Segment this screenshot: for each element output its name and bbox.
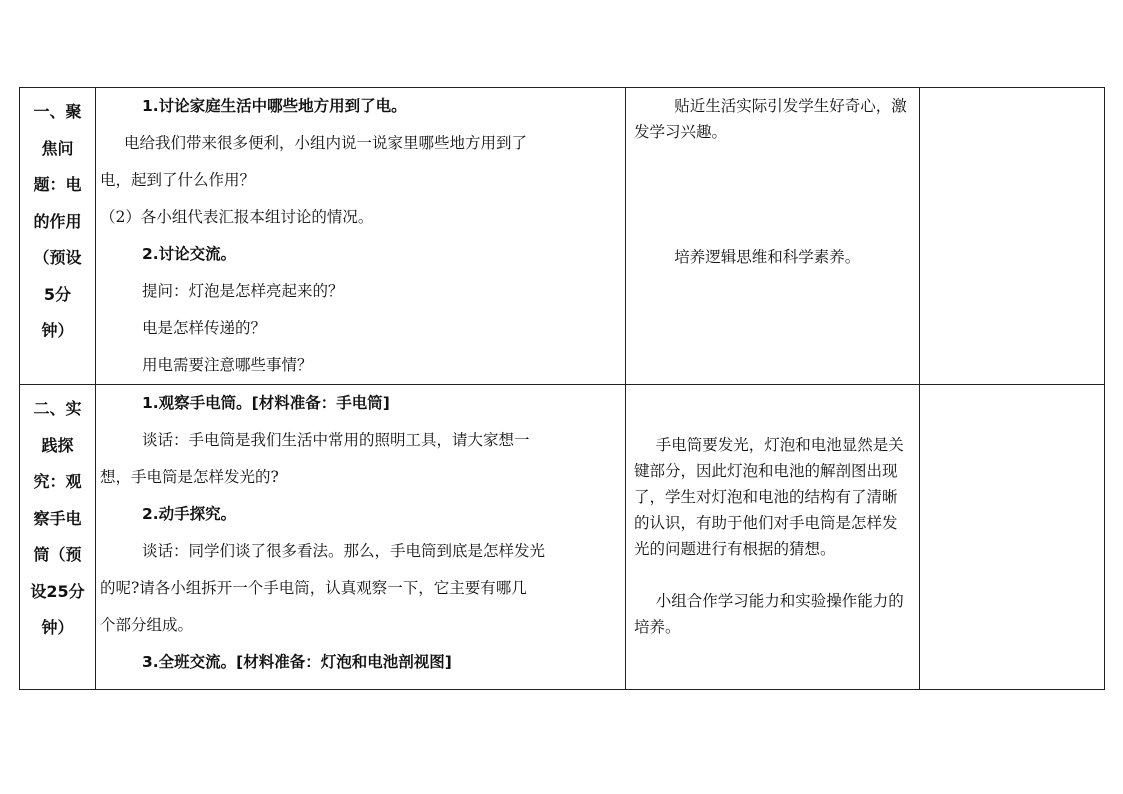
- lesson-plan-table: [19, 87, 1105, 690]
- stage-text: 钟）: [41, 321, 74, 340]
- stage-text: 设25分: [30, 581, 85, 601]
- process-heading: 2.讨论交流。: [142, 245, 237, 263]
- process-line: 电给我们带来很多便利，小组内说一说家里哪些地方用到了: [124, 134, 528, 152]
- remark-cell: [920, 385, 1105, 690]
- process-heading: 2.动手探究。: [142, 505, 237, 523]
- stage-text: 一、聚: [33, 102, 82, 121]
- process-line: 谈话：手电筒是我们生活中常用的照明工具，请大家想一: [142, 431, 530, 449]
- stage-text: 5分: [43, 284, 72, 304]
- intent-cell: [626, 385, 920, 690]
- intent-text: 贴近生活实际引发学生好奇心，激发学习兴趣。: [634, 97, 907, 141]
- stage-text: 察手电: [33, 508, 82, 528]
- process-line: （2）各小组代表汇报本组讨论的情况。: [100, 208, 374, 226]
- stage-text: （预设: [33, 248, 82, 267]
- stage-cell: [20, 385, 96, 690]
- process-line: 个部分组成。: [100, 616, 194, 634]
- process-line: 用电需要注意哪些事情？: [142, 356, 313, 374]
- stage-text: 焦问: [41, 138, 74, 158]
- intent-text: 小组合作学习能力和实验操作能力的培养。: [634, 592, 904, 636]
- stage-text: 题：电: [33, 175, 82, 194]
- stage-text: 钟）: [41, 618, 74, 637]
- process-heading: 1.观察手电筒。[材料准备：手电筒]: [142, 394, 390, 412]
- process-heading: 1.讨论家庭生活中哪些地方用到了电。: [142, 97, 407, 115]
- intent-cell: [626, 88, 920, 385]
- process-line: 谈话：同学们谈了很多看法。那么，手电筒到底是怎样发光: [142, 542, 546, 560]
- process-cell: [96, 88, 626, 385]
- process-line: 提问：灯泡是怎样亮起来的？: [142, 282, 344, 300]
- process-line: 电是怎样传递的？: [142, 319, 267, 337]
- table-row: [20, 88, 1105, 385]
- intent-text: 培养逻辑思维和科学素养。: [674, 248, 861, 266]
- process-line: 想，手电筒是怎样发光的?: [100, 468, 279, 486]
- process-heading: 3.全班交流。[材料准备：灯泡和电池剖视图]: [142, 653, 452, 671]
- stage-cell: [20, 88, 96, 385]
- stage-text: 筒（预: [33, 545, 82, 564]
- process-cell: [96, 385, 626, 690]
- process-line: 电，起到了什么作用？: [100, 171, 256, 189]
- stage-text: 二、实: [33, 399, 82, 418]
- intent-text: 手电筒要发光，灯泡和电池显然是关键部分，因此灯泡和电池的解剖图出现了，学生对灯泡和电池的结构有了清晰的认识，有助于他们对手电筒是怎样发光的问题进行有根据的猜想。: [634, 436, 904, 558]
- process-line: 的呢?请各小组拆开一个手电筒，认真观察一下，它主要有哪几: [100, 579, 527, 597]
- remark-cell: [920, 88, 1105, 385]
- table-row: [20, 385, 1105, 690]
- stage-text: 的作用: [33, 211, 82, 231]
- stage-text: 究：观: [33, 472, 82, 491]
- stage-text: 践探: [41, 435, 74, 455]
